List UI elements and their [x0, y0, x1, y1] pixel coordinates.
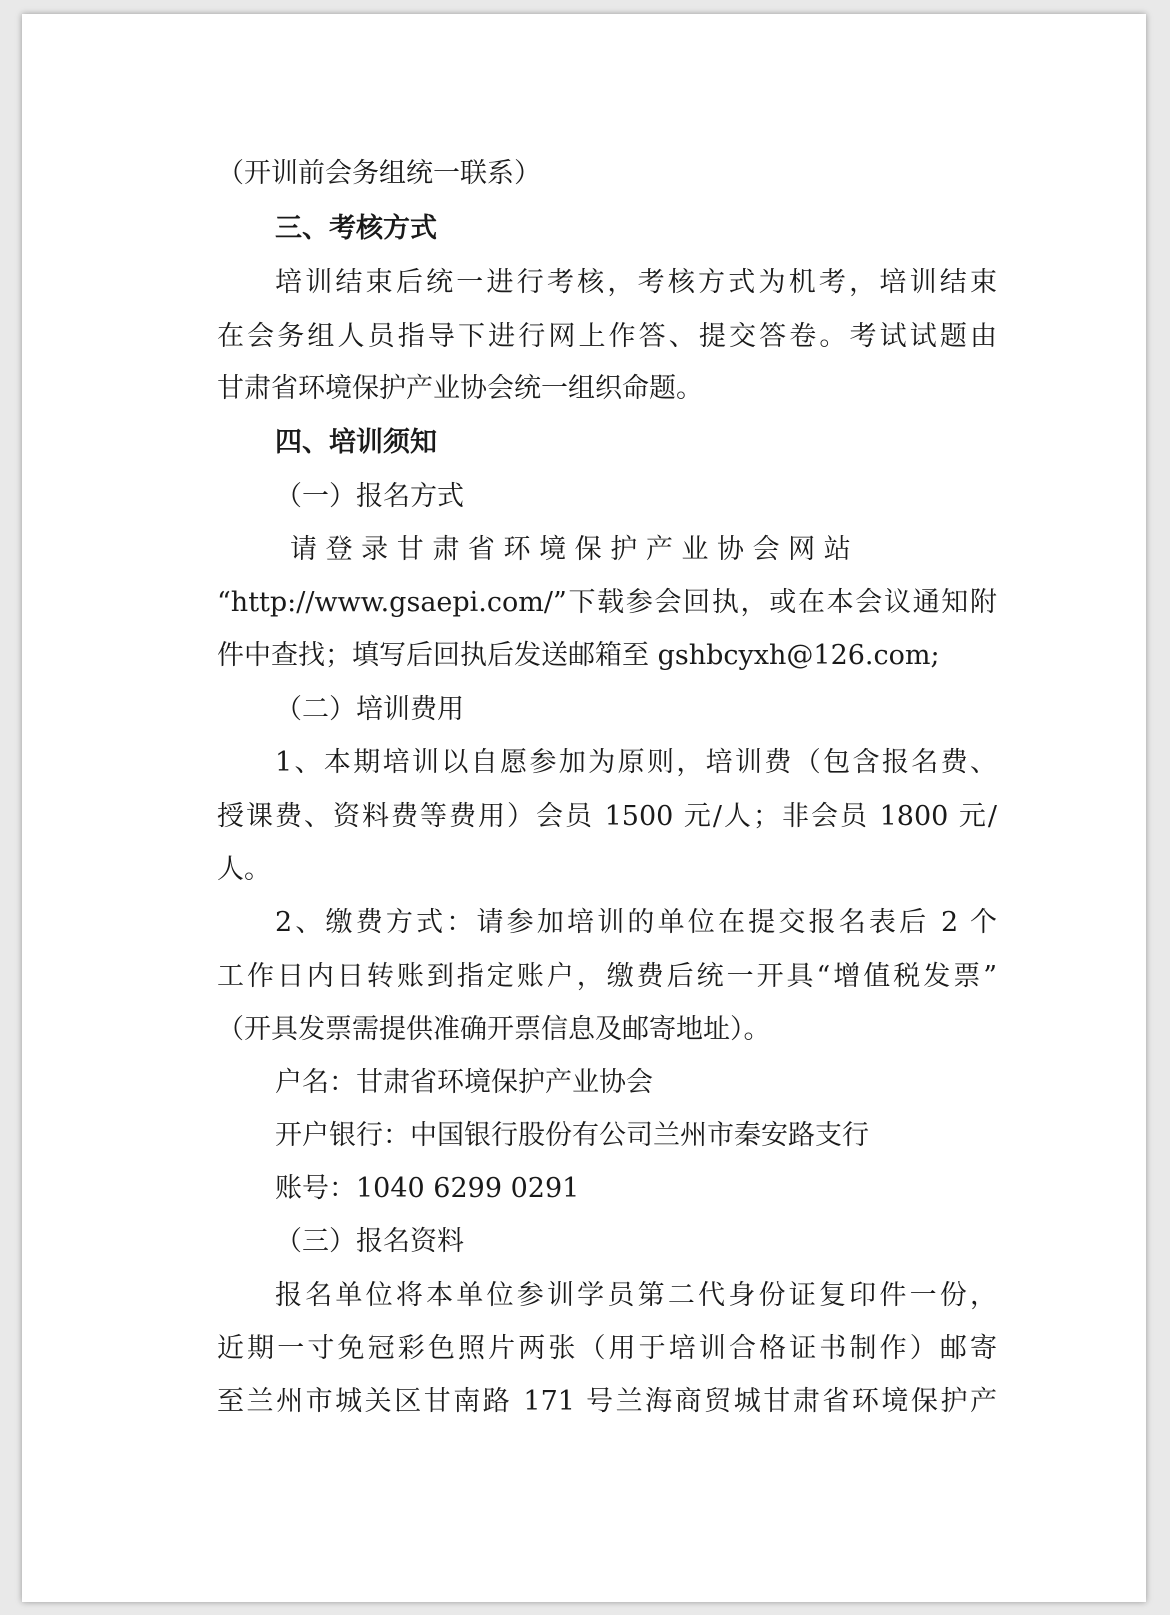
text-line: 2、缴费方式：请参加培训的单位在提交报名表后 2 个: [275, 907, 997, 938]
text-line: 近期一寸免冠彩色照片两张（用于培训合格证书制作）邮寄: [217, 1333, 997, 1364]
text-line: 报名单位将本单位参训学员第二代身份证复印件一份，: [275, 1280, 997, 1311]
text-line: 账号：1040 6299 0291: [275, 1173, 580, 1204]
text-line: 户名：甘肃省环境保护产业协会: [275, 1067, 653, 1098]
subsection-heading: （一）报名方式: [275, 481, 464, 512]
text-line: “http://www.gsaepi.com/”下载参会回执，或在本会议通知附: [217, 587, 997, 618]
text-line: 培训结束后统一进行考核，考核方式为机考，培训结束: [275, 267, 997, 298]
text-line: （开训前会务组统一联系）: [217, 158, 541, 189]
text-line: 工作日内日转账到指定账户，缴费后统一开具“增值税发票”: [217, 961, 997, 992]
subsection-heading: （三）报名资料: [275, 1226, 464, 1257]
text-line: 人。: [217, 854, 271, 885]
section-heading: 四、培训须知: [275, 427, 437, 458]
text-line: 至兰州市城关区甘南路 171 号兰海商贸城甘肃省环境保护产: [217, 1386, 997, 1417]
subsection-heading: （二）培训费用: [275, 694, 464, 725]
text-line: 在会务组人员指导下进行网上作答、提交答卷。考试试题由: [217, 321, 997, 352]
text-line: 件中查找；填写后回执后发送邮箱至 gshbcyxh@126.com;: [217, 640, 940, 671]
text-line: 开户银行：中国银行股份有公司兰州市秦安路支行: [275, 1120, 869, 1151]
text-line: 1、本期培训以自愿参加为原则，培训费（包含报名费、: [275, 747, 997, 778]
section-heading: 三、考核方式: [275, 213, 437, 244]
text-line: 请 登 录 甘 肃 省 环 境 保 护 产 业 协 会 网 站: [290, 534, 851, 565]
text-line: 授课费、资料费等费用）会员 1500 元/人；非会员 1800 元/: [217, 801, 997, 832]
text-line: 甘肃省环境保护产业协会统一组织命题。: [217, 373, 703, 404]
text-line: （开具发票需提供准确开票信息及邮寄地址）。: [217, 1014, 771, 1045]
document-page: [22, 14, 1146, 1602]
